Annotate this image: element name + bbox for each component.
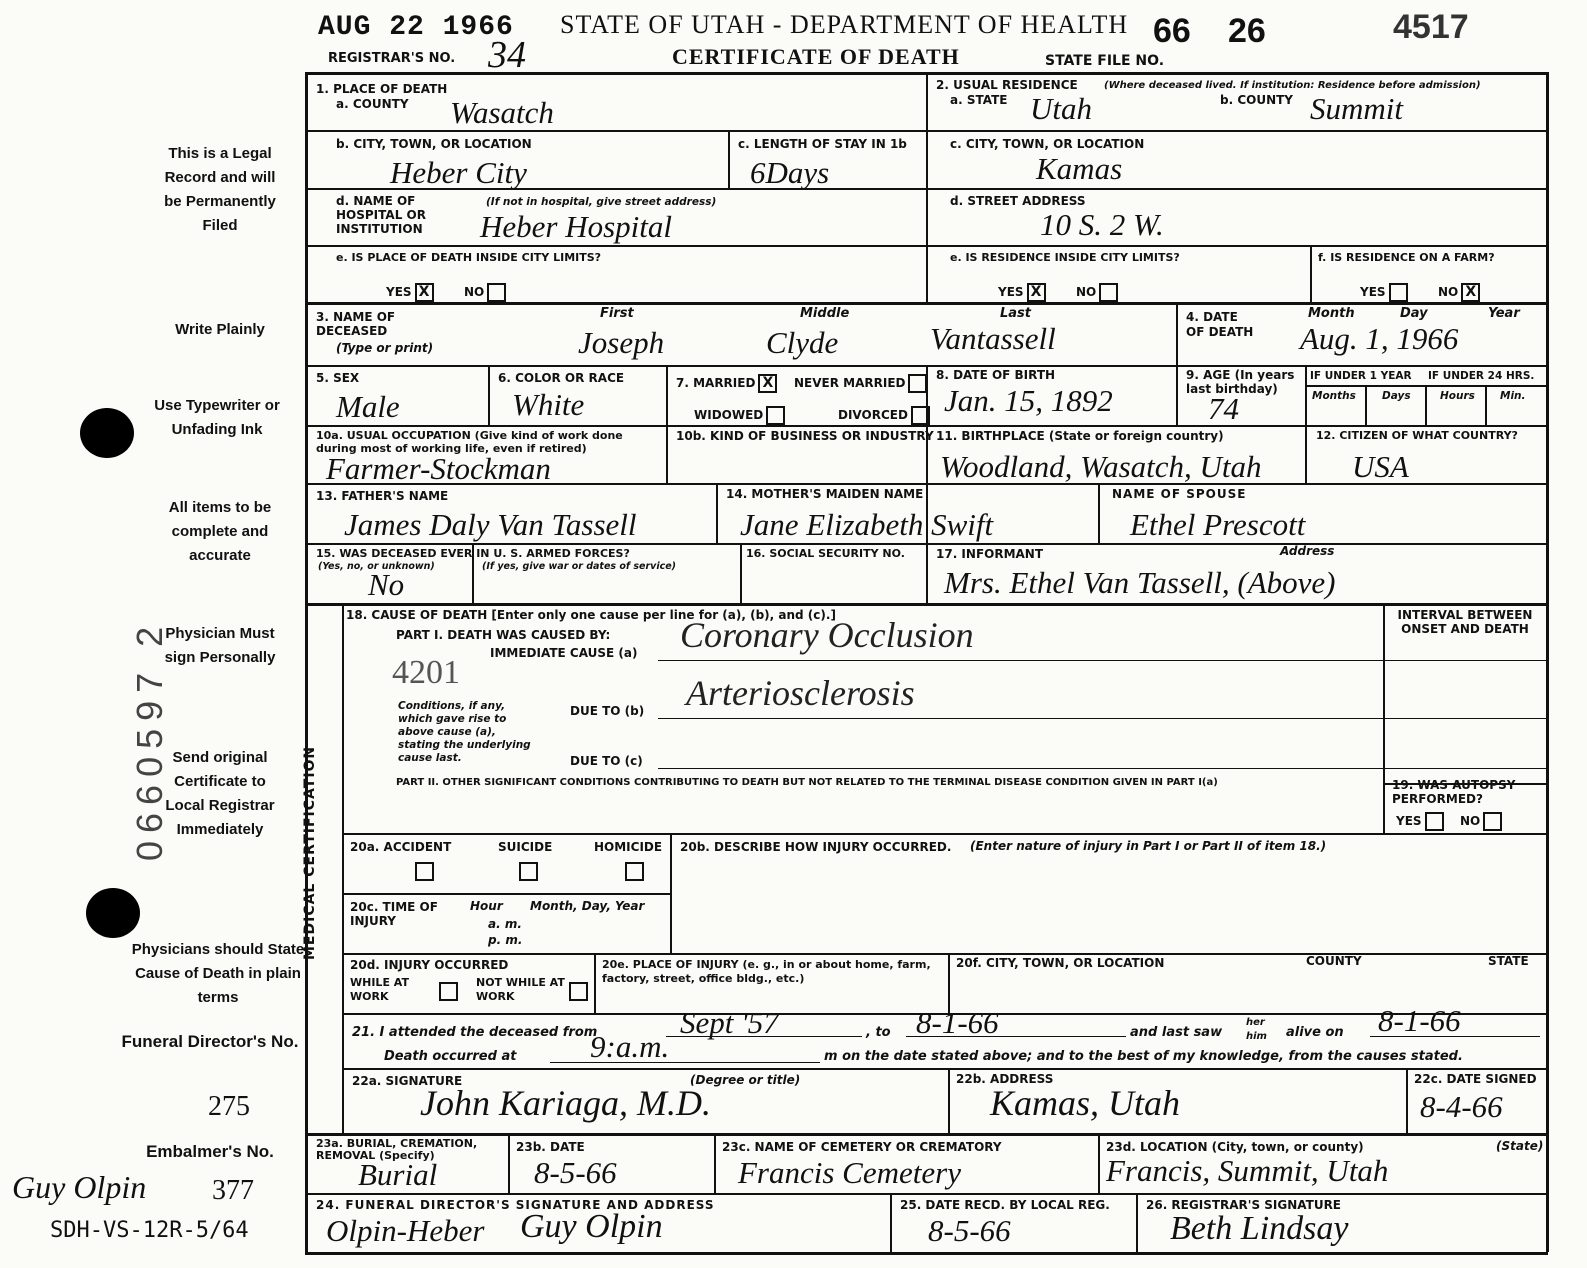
race-value: White	[512, 387, 585, 422]
autopsy-no: NO	[1460, 812, 1502, 831]
interval-label: INTERVAL BETWEEN ONSET AND DEATH	[1397, 608, 1533, 636]
res-inside-no-checkbox[interactable]	[1099, 283, 1118, 302]
hospital-note: (If not in hospital, give street address)	[486, 196, 717, 208]
homicide-label: HOMICIDE	[594, 840, 663, 854]
physician-signature: John Kariaga, M.D.	[420, 1083, 711, 1123]
him-label: him	[1246, 1031, 1267, 1042]
burial-date-label: 23b. DATE	[516, 1140, 585, 1154]
vertical-serial: 0660597 2	[129, 618, 170, 861]
county-label: a. COUNTY	[336, 97, 409, 111]
months-label: Months	[1312, 390, 1356, 402]
dod-year-label: Year	[1488, 306, 1520, 321]
physician-address-label: 22b. ADDRESS	[956, 1072, 1054, 1086]
funeral-director-signature: Guy Olpin	[520, 1208, 663, 1245]
mdy-label: Month, Day, Year	[530, 899, 645, 913]
res-inside-label: e. IS RESIDENCE INSIDE CITY LIMITS?	[950, 251, 1180, 264]
business-label: 10b. KIND OF BUSINESS OR INDUSTRY	[676, 429, 934, 443]
res-state-label: a. STATE	[950, 93, 1008, 107]
spouse-label: NAME OF SPOUSE	[1112, 487, 1247, 501]
last-label: Last	[1000, 306, 1032, 321]
street-value: 10 S. 2 W.	[1040, 207, 1164, 242]
funeral-director-name: Olpin-Heber	[326, 1213, 485, 1248]
hour-label: Hour	[470, 899, 503, 913]
autopsy-yes-checkbox[interactable]	[1425, 812, 1444, 831]
birthplace-label: 11. BIRTHPLACE (State or foreign country)	[936, 429, 1224, 443]
burial-date-value: 8-5-66	[534, 1155, 617, 1190]
accident-label: 20a. ACCIDENT	[350, 840, 452, 854]
death-at-label: Death occurred at	[384, 1049, 517, 1064]
informant-address-label: Address	[1280, 544, 1335, 558]
place-inside-no-checkbox[interactable]	[487, 283, 506, 302]
last-name: Vantassell	[930, 321, 1056, 356]
under-24-hrs-label: IF UNDER 24 HRS.	[1428, 370, 1535, 382]
icd-code: 4201	[392, 654, 460, 691]
informant-value: Mrs. Ethel Van Tassell, (Above)	[944, 565, 1336, 600]
embalmer-no: 377	[212, 1175, 254, 1206]
place-inside-yes-checkbox[interactable]: X	[415, 283, 434, 302]
age-value: 74	[1208, 391, 1239, 426]
sex-value: Male	[336, 389, 400, 424]
mother-label: 14. MOTHER'S MAIDEN NAME	[726, 487, 924, 501]
res-inside-no: NO	[1076, 283, 1118, 302]
cemetery-label: 23c. NAME OF CEMETERY OR CREMATORY	[722, 1140, 1002, 1154]
farm-label: f. IS RESIDENCE ON A FARM?	[1318, 251, 1495, 264]
suicide-label: SUICIDE	[498, 840, 553, 854]
burial-label: 23a. BURIAL, CREMATION, REMOVAL (Specify)	[316, 1137, 478, 1162]
alive-on-label: alive on	[1286, 1025, 1344, 1040]
sidebar-physician: Physician Must sign Personally	[164, 625, 276, 666]
file-no-c: 4517	[1393, 8, 1469, 46]
res-inside-yes-checkbox[interactable]: X	[1027, 283, 1046, 302]
not-while-at-work: NOT WHILE AT WORK	[476, 976, 565, 1003]
residence-label: 2. USUAL RESIDENCE	[936, 78, 1078, 92]
file-no-b: 26	[1228, 12, 1266, 50]
while-at-work: WHILE AT WORK	[350, 976, 409, 1003]
father-value: James Daly Van Tassell	[344, 507, 637, 542]
date-recd-value: 8-5-66	[928, 1213, 1011, 1248]
farm-no: NO X	[1438, 283, 1480, 302]
signature-label: 22a. SIGNATURE	[352, 1074, 463, 1088]
time-of-injury-label: 20c. TIME OF INJURY	[350, 900, 438, 928]
location-label: 23d. LOCATION (City, town, or county)	[1106, 1140, 1364, 1154]
divorced-option: DIVORCED	[838, 406, 930, 425]
funeral-director-label: Funeral Director's No.	[121, 1032, 299, 1051]
medical-certification-label: MEDICAL CERTIFICATION	[302, 745, 318, 960]
to-label: , to	[866, 1025, 891, 1040]
res-county-label: b. COUNTY	[1220, 93, 1293, 107]
never-married-checkbox[interactable]	[908, 374, 927, 393]
location-value: Francis, Summit, Utah	[1106, 1153, 1389, 1188]
death-time-value: 9:a.m.	[590, 1029, 670, 1064]
middle-label: Middle	[800, 306, 850, 321]
due-to-b-value: Arteriosclerosis	[686, 673, 915, 713]
immediate-cause-value: Coronary Occlusion	[680, 615, 974, 655]
degree-label: (Degree or title)	[690, 1073, 801, 1087]
citizen-label: 12. CITIZEN OF WHAT COUNTRY?	[1316, 429, 1518, 442]
not-while-at-work-checkbox[interactable]	[569, 982, 588, 1001]
registrar-no: 34	[488, 34, 526, 76]
due-to-b-label: DUE TO (b)	[570, 704, 645, 718]
widowed-checkbox[interactable]	[766, 406, 785, 425]
sex-label: 5. SEX	[316, 371, 360, 385]
describe-label: 20b. DESCRIBE HOW INJURY OCCURRED.	[680, 840, 952, 854]
place-of-injury-label: 20e. PLACE OF INJURY (e. g., in or about home, farm, factory, street, office bldg., etc.)	[602, 958, 931, 985]
attest-statement: m on the date stated above; and to the best of my knowledge, from the causes stated.	[824, 1049, 1463, 1064]
punch-hole-bottom	[86, 888, 140, 938]
funeral-director-sig-label: 24. FUNERAL DIRECTOR'S SIGNATURE AND ADDRESS	[316, 1198, 715, 1212]
ssn-label: 16. SOCIAL SECURITY NO.	[746, 547, 905, 560]
farm-yes: YES	[1360, 283, 1408, 302]
citizen-value: USA	[1352, 449, 1409, 484]
cemetery-value: Francis Cemetery	[738, 1155, 961, 1190]
embalmer-signature: Guy Olpin	[12, 1169, 147, 1205]
autopsy-yes: YES	[1396, 812, 1444, 831]
days-label: Days	[1382, 390, 1411, 402]
never-married-option: NEVER MARRIED	[794, 374, 927, 393]
armed-value: No	[368, 567, 405, 602]
sidebar-write: Write Plainly	[175, 321, 265, 338]
place-inside-no: NO	[464, 283, 506, 302]
dod-day-label: Day	[1400, 306, 1428, 321]
homicide-checkbox[interactable]	[625, 862, 644, 881]
registrar-signature: Beth Lindsay	[1170, 1210, 1349, 1247]
mother-value: Jane Elizabeth Swift	[740, 507, 994, 542]
residence-note: (Where deceased lived. If institution: Residence before admission)	[1104, 80, 1481, 91]
sidebar-physicians-should: Physicians should State Cause of Death in plain terms	[131, 941, 305, 1006]
birthplace-value: Woodland, Wasatch, Utah	[940, 449, 1262, 484]
farm-no-checkbox[interactable]: X	[1461, 283, 1480, 302]
race-label: 6. COLOR OR RACE	[498, 371, 625, 385]
name-label: 3. NAME OF DECEASED	[316, 310, 396, 338]
location-state-label: (State)	[1496, 1139, 1544, 1153]
res-state-value: Utah	[1030, 91, 1092, 126]
spouse-value: Ethel Prescott	[1130, 507, 1306, 542]
place-inside-label: e. IS PLACE OF DEATH INSIDE CITY LIMITS?	[336, 251, 602, 264]
last-saw-label: and last saw	[1130, 1025, 1223, 1040]
occupation-value: Farmer-Stockman	[326, 451, 551, 486]
part-1-label: PART I. DEATH WAS CAUSED BY:	[396, 628, 611, 642]
middle-name: Clyde	[766, 325, 839, 360]
informant-label: 17. INFORMANT	[936, 547, 1044, 561]
dob-value: Jan. 15, 1892	[944, 383, 1113, 418]
city-label: b. CITY, TOWN, OR LOCATION	[336, 137, 532, 151]
am-label: a. m.	[488, 917, 522, 931]
autopsy-label: 19. WAS AUTOPSY PERFORMED?	[1392, 778, 1516, 806]
sidebar-complete: All items to be complete and accurate	[168, 499, 272, 564]
city-value: Heber City	[390, 155, 527, 190]
min-label: Min.	[1500, 390, 1526, 402]
suicide-checkbox[interactable]	[519, 862, 538, 881]
file-no-a: 66	[1153, 12, 1191, 50]
date-signed-label: 22c. DATE SIGNED	[1414, 1072, 1537, 1086]
married-checkbox[interactable]: X	[758, 374, 777, 393]
sidebar-legal: This is a Legal Record and will be Permanently Filed	[164, 145, 276, 234]
occupation-label: 10a. USUAL OCCUPATION (Give kind of work done during most of working life, even if retired)	[316, 429, 623, 455]
punch-hole-top	[80, 408, 134, 458]
street-label: d. STREET ADDRESS	[950, 194, 1086, 208]
form-title: STATE OF UTAH - DEPARTMENT OF HEALTH	[560, 10, 1129, 39]
conditions-note: Conditions, if any, which gave rise to above cause (a), stating the underlying cause last.	[398, 700, 531, 764]
state-file-label: STATE FILE NO.	[1045, 53, 1165, 69]
married-option: 7. MARRIED X	[676, 374, 777, 393]
injury-county-label: COUNTY	[1306, 954, 1362, 968]
pm-label: p. m.	[488, 933, 523, 947]
attended-label: 21. I attended the deceased from	[352, 1025, 598, 1040]
age-label: 9. AGE (In years last birthday)	[1186, 368, 1295, 396]
sidebar-typewriter: Use Typewriter or Unfading Ink	[154, 397, 280, 438]
funeral-director-no: 275	[208, 1091, 250, 1122]
armed-note-2: (If yes, give war or dates of service)	[482, 561, 676, 572]
autopsy-no-checkbox[interactable]	[1483, 812, 1502, 831]
first-name: Joseph	[578, 325, 665, 360]
her-label: her	[1246, 1017, 1265, 1028]
part-2-label: PART II. OTHER SIGNIFICANT CONDITIONS CONTRIBUTING TO DEATH BUT NOT RELATED TO THE TERMINAL DISEASE CONDITION GIVEN IN PART I(a)	[396, 777, 1218, 788]
widowed-option: WIDOWED	[694, 406, 785, 425]
accident-checkbox[interactable]	[415, 862, 434, 881]
date-signed-value: 8-4-66	[1420, 1089, 1503, 1124]
armed-note-1: (Yes, no, or unknown)	[318, 561, 435, 572]
dob-label: 8. DATE OF BIRTH	[936, 368, 1056, 382]
cause-label: 18. CAUSE OF DEATH [Enter only one cause per line for (a), (b), and (c).]	[346, 608, 836, 622]
divorced-checkbox[interactable]	[911, 406, 930, 425]
form-subtitle: CERTIFICATE OF DEATH	[672, 44, 960, 69]
attended-to-value: 8-1-66	[916, 1005, 999, 1040]
res-city-label: c. CITY, TOWN, OR LOCATION	[950, 137, 1145, 151]
farm-yes-checkbox[interactable]	[1389, 283, 1408, 302]
while-at-work-checkbox[interactable]	[439, 982, 458, 1001]
registrar-sig-label: 26. REGISTRAR'S SIGNATURE	[1146, 1198, 1341, 1212]
physician-address-value: Kamas, Utah	[990, 1083, 1181, 1123]
county-value: Wasatch	[450, 95, 554, 130]
embalmer-label: Embalmer's No.	[146, 1142, 274, 1161]
dod-label: 4. DATE OF DEATH	[1186, 310, 1254, 339]
stay-value: 6Days	[750, 155, 830, 190]
hospital-label: d. NAME OF HOSPITAL OR INSTITUTION	[336, 194, 426, 236]
armed-label: 15. WAS DECEASED EVER IN U. S. ARMED FORCES?	[316, 547, 630, 560]
dod-value: Aug. 1, 1966	[1300, 321, 1459, 356]
immediate-cause-label: IMMEDIATE CAUSE (a)	[490, 646, 638, 660]
stay-label: c. LENGTH OF STAY IN 1b	[738, 137, 907, 151]
date-recd-label: 25. DATE RECD. BY LOCAL REG.	[900, 1198, 1110, 1212]
place-of-death-label: 1. PLACE OF DEATH	[316, 82, 448, 96]
first-label: First	[600, 306, 634, 321]
res-city-value: Kamas	[1036, 151, 1123, 186]
form-number: SDH-VS-12R-5/64	[50, 1218, 249, 1243]
father-label: 13. FATHER'S NAME	[316, 489, 449, 503]
registrar-label: REGISTRAR'S NO.	[328, 51, 456, 66]
injury-occurred-label: 20d. INJURY OCCURRED	[350, 958, 509, 972]
dod-month-label: Month	[1308, 306, 1355, 321]
res-county-value: Summit	[1310, 91, 1403, 126]
due-to-c-label: DUE TO (c)	[570, 754, 643, 768]
burial-method: Burial	[358, 1157, 438, 1192]
place-inside-yes: YES X	[386, 283, 434, 302]
attended-from-value: Sept '57	[680, 1005, 779, 1040]
sidebar-send: Send original Certificate to Local Registrar Immediately	[165, 749, 275, 838]
name-note: (Type or print)	[336, 341, 434, 355]
res-inside-yes: YES X	[998, 283, 1046, 302]
under-1-year-label: IF UNDER 1 YEAR	[1310, 370, 1412, 382]
injury-state-label: STATE	[1488, 954, 1529, 968]
date-stamp: AUG 22 1966	[318, 12, 514, 43]
alive-on-value: 8-1-66	[1378, 1003, 1461, 1038]
injury-city-label: 20f. CITY, TOWN, OR LOCATION	[956, 956, 1165, 970]
hospital-value: Heber Hospital	[480, 209, 673, 244]
describe-note: (Enter nature of injury in Part I or Part II of item 18.)	[970, 839, 1327, 853]
hours-label: Hours	[1440, 390, 1475, 402]
